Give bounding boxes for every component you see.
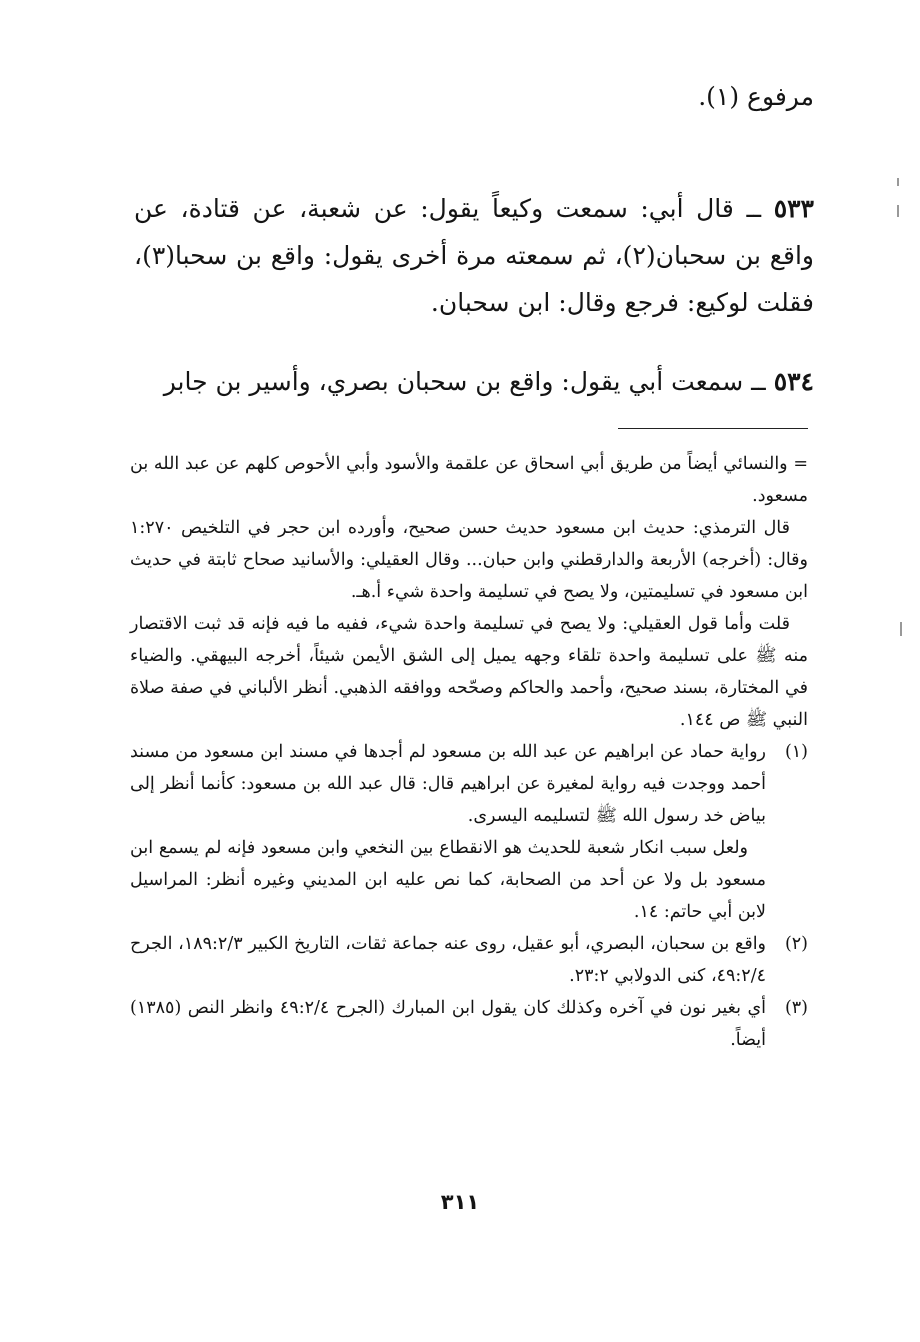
footnote-paragraph: = والنسائي أيضاً من طريق أبي اسحاق عن علقمة والأسود وأبي الأحوص كلهم عن عبد الله بن مسعود. xyxy=(130,454,808,506)
footnote-paragraph: قلت وأما قول العقيلي: ولا يصح في تسليمة واحدة شيء، ففيه ما فيه فإنه قد ثبت الاقتصار منه ﷺ على تسليمة واحدة تلقاء وجهه يميل إلى الشق الأيمن شيئاً، أخرجه البيهقي. والضياء في المختارة، بسند صحيح، وأحمد والحاكم وصحّحه ووافقه الذهبي. أنظر الألباني في صفة صلاة النبي ﷺ ص ١٤٤. xyxy=(130,614,808,730)
footnote-paragraph: قال الترمذي: حديث ابن مسعود حديث حسن صحيح، وأورده ابن حجر في التلخيص ١:٢٧٠ وقال: (أخرجه) الأربعة والدارقطني وابن حبان... وقال العقيلي: والأسانيد صحاح ثابتة في حديث ابن مسعود في تسليمتين، ولا يصح في تسليمة واحدة شيء أ.هـ. xyxy=(130,518,808,602)
continuation-text: مرفوع (١). xyxy=(698,82,814,111)
footnote-3 xyxy=(130,992,808,1056)
hadith-text: ــ قال أبي: سمعت وكيعاً يقول: عن شعبة، عن قتادة، عن واقع بن سحبان(٢)، ثم سمعته مرة أخرى يقول: واقع بن سحبا(٣)، فقلت لوكيع: فرجع وقال: ابن سحبان. xyxy=(134,194,814,317)
footnote-continuation xyxy=(130,448,808,736)
scan-artifact xyxy=(897,205,899,217)
scan-artifact xyxy=(897,178,899,186)
scan-artifact xyxy=(900,622,902,636)
page-number: ٣١١ xyxy=(440,1190,480,1214)
footnote-marker: (١) xyxy=(784,742,808,762)
hadith-text: ــ سمعت أبي يقول: واقع بن سحبان بصري، وأسير بن جابر xyxy=(163,367,774,396)
footnote-2 xyxy=(130,928,808,992)
footnote-marker: (٣) xyxy=(784,998,808,1018)
hadith-534 xyxy=(134,358,814,405)
footnote-paragraph: رواية حماد عن ابراهيم عن عبد الله بن مسعود لم أجدها في مسند ابن مسعود من مسند أحمد ووجدت فيه رواية لمغيرة عن ابراهيم قال: قال عبد الله بن مسعود: كأنما أنظر إلى بياض خد رسول الله ﷺ لتسليمه اليسرى. xyxy=(130,742,766,826)
footnote-paragraph: أي بغير نون في آخره وكذلك كان يقول ابن المبارك (الجرح ٤٩:٢/٤ وانظر النص (١٣٨٥) أيضاً. xyxy=(130,998,767,1050)
hadith-533 xyxy=(134,185,814,326)
footnote-1 xyxy=(130,736,808,928)
footnote-marker: (٢) xyxy=(784,934,808,954)
footnote-separator xyxy=(618,428,808,429)
hadith-number: ٥٣٣ xyxy=(773,194,814,223)
hadith-number: ٥٣٤ xyxy=(773,367,814,396)
footnote-paragraph: ولعل سبب انكار شعبة للحديث هو الانقطاع بين النخعي وابن مسعود فإنه لم يسمع ابن مسعود بل ولا عن أحد من الصحابة، كما نص عليه ابن المديني وغيره أنظر: المراسيل لابن أبي حاتم: ١٤. xyxy=(130,838,766,922)
footnotes-section xyxy=(130,448,808,1056)
footnote-paragraph: واقع بن سحبان، البصري، أبو عقيل، روى عنه جماعة ثقات، التاريخ الكبير ١٨٩:٢/٣، الجرح ٤٩:٢/٤، كنى الدولابي ٢٣:٢. xyxy=(130,934,767,986)
